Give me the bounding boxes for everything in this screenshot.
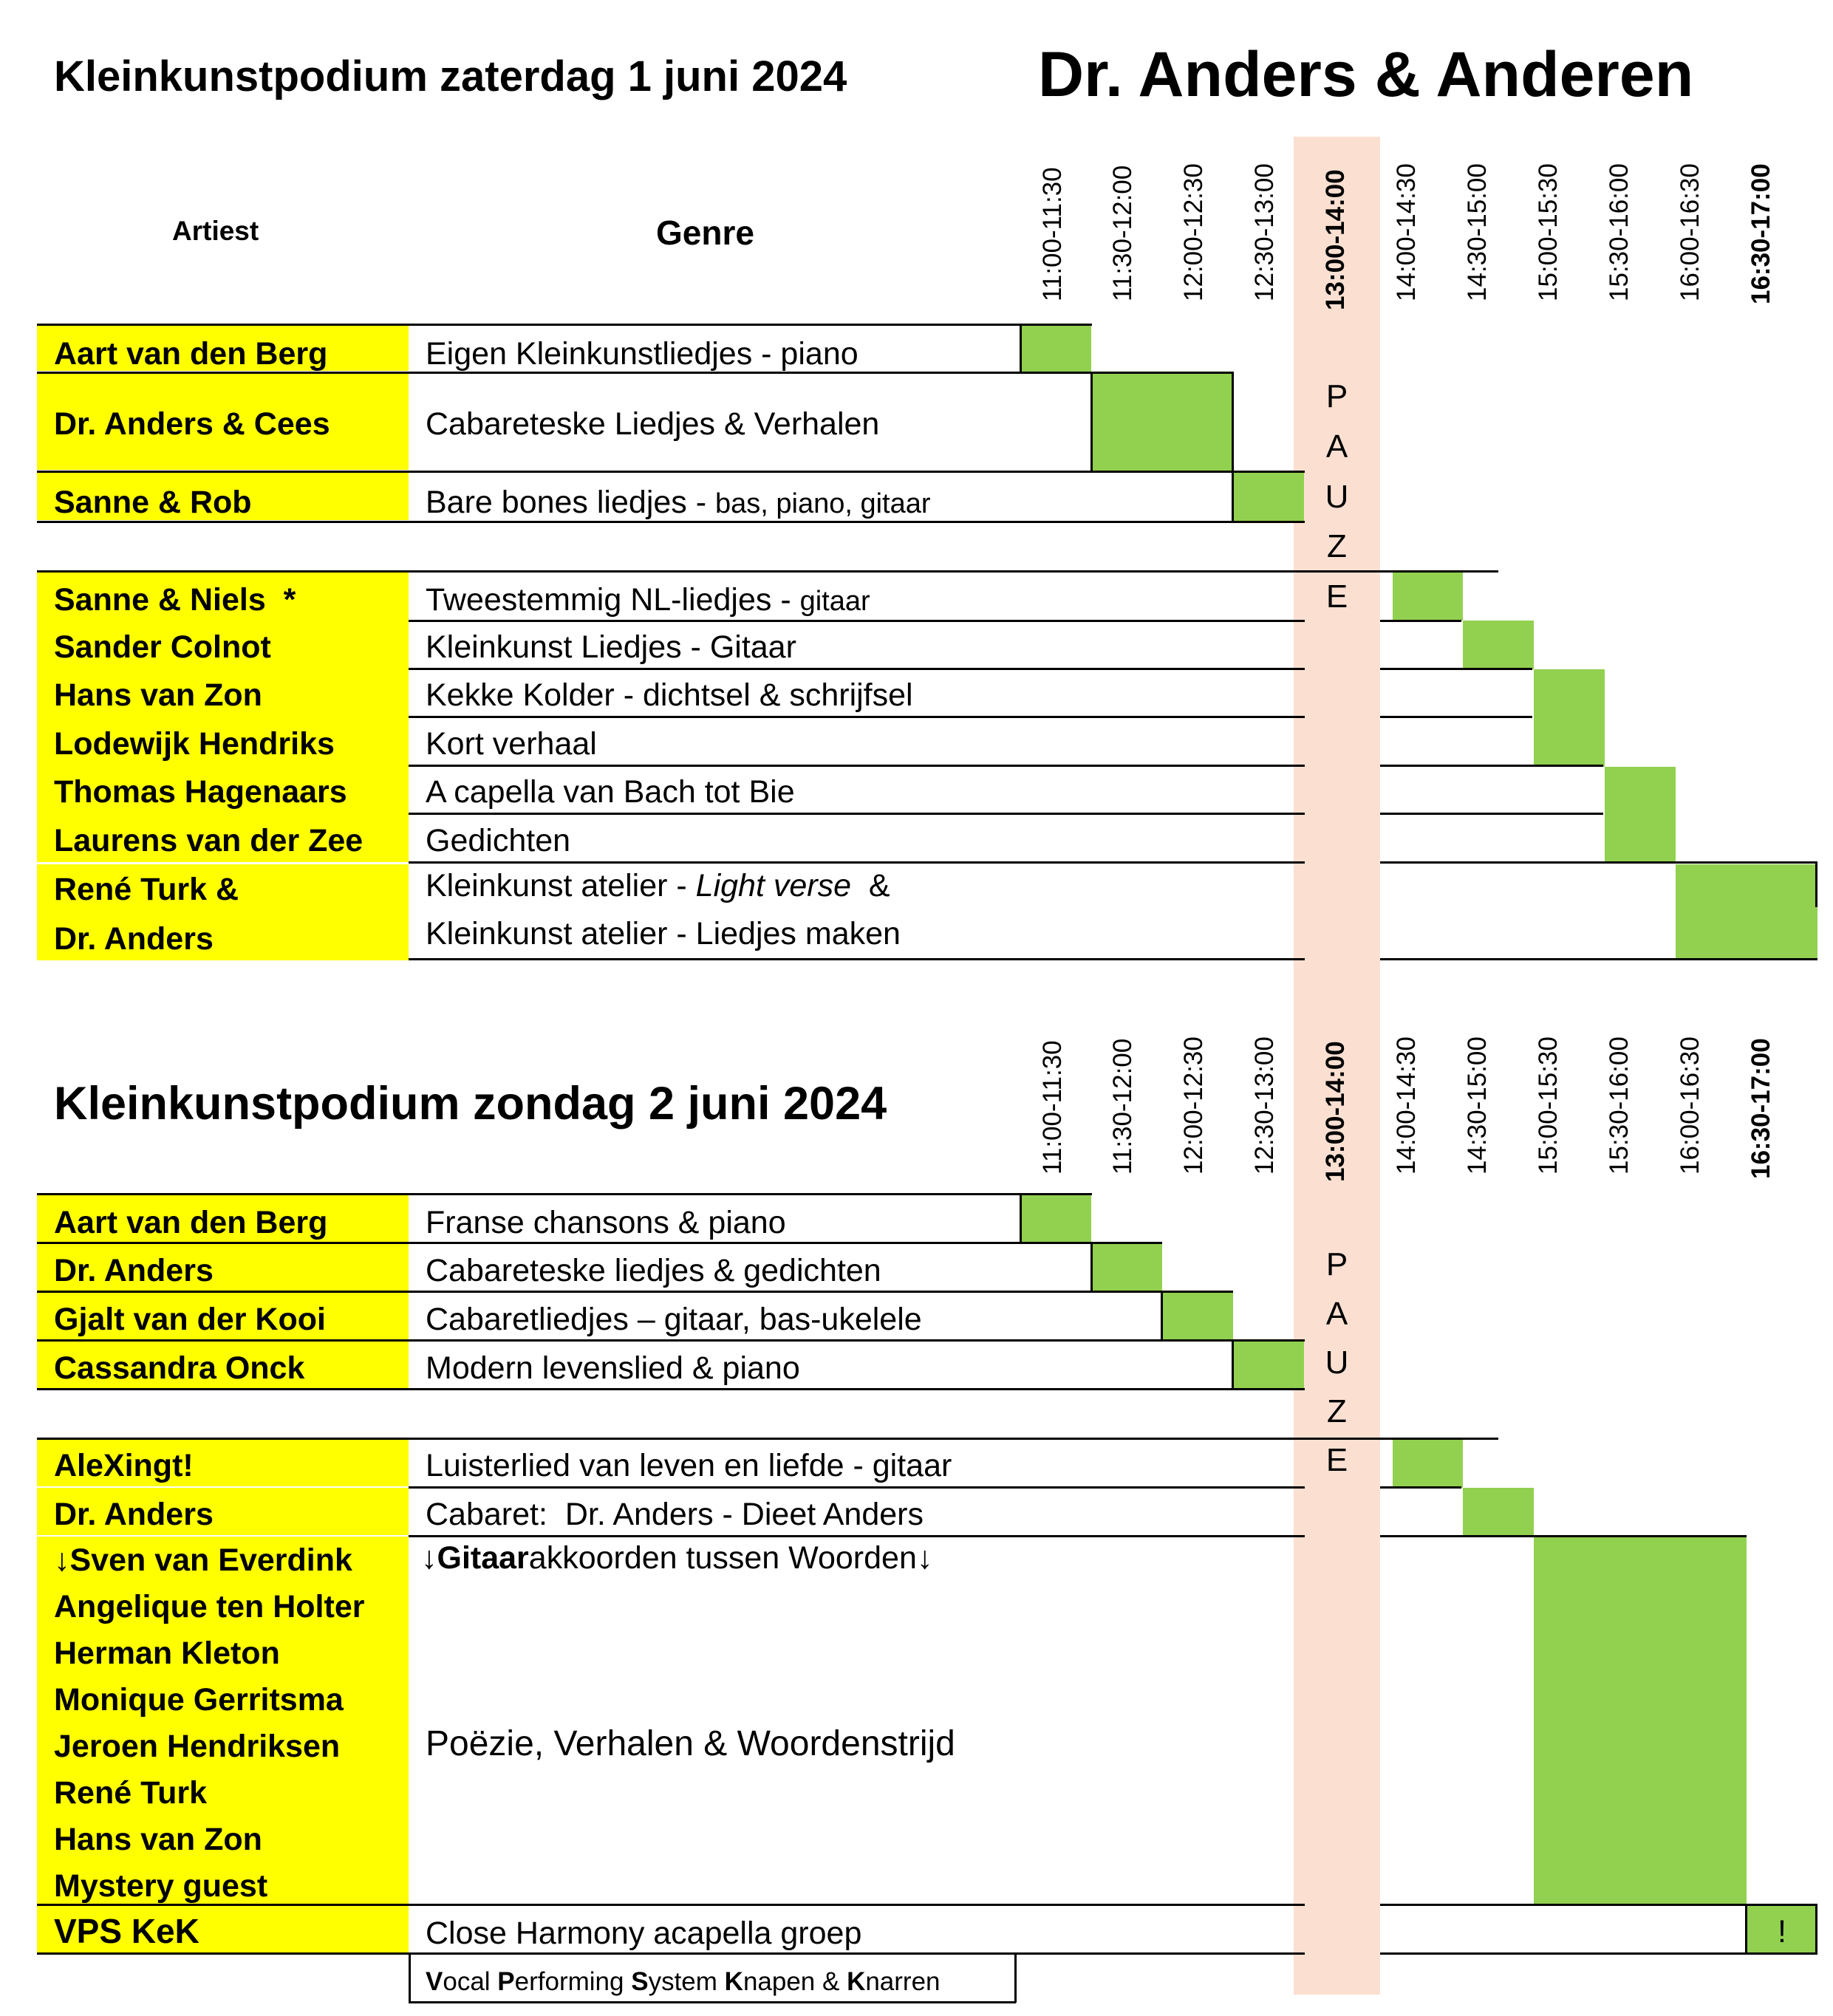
artist-name: Dr. Anders [54, 1253, 214, 1288]
title-saturday: Kleinkunstpodium zaterdag 1 juni 2024 [54, 52, 847, 100]
grid-line [1380, 716, 1532, 718]
grid-line [1380, 861, 1817, 864]
genre-text: Cabaret: Dr. Anders - Dieet Anders [426, 1497, 924, 1532]
grid-line [1380, 1486, 1461, 1489]
time-slot-label: 11:30-12:00 [1108, 165, 1137, 301]
pause-letter: E [1325, 578, 1348, 615]
arrow-down-icon: ↓ [421, 1540, 437, 1576]
genre-text: A capella van Bach tot Bie [426, 774, 795, 810]
genre-text: Cabareteske Liedjes & Verhalen [426, 406, 880, 442]
time-slot-label: 13:00-14:00 [1321, 1041, 1350, 1182]
grid-line [1380, 813, 1603, 815]
genre-text [426, 487, 931, 519]
genre-main: Kleinkunst atelier - [426, 868, 696, 903]
slot-block [1676, 864, 1817, 960]
grid-line [409, 1486, 1305, 1489]
artist-name: Laurens van der Zee [54, 823, 363, 858]
genre-text: Franse chansons & piano [426, 1205, 786, 1240]
column-header-genre: Genre [656, 213, 754, 252]
artist-name: Dr. Anders & Cees [54, 406, 330, 442]
grid-line [37, 1388, 1305, 1390]
grid-line [1014, 1952, 1017, 2003]
artist-name: Aart van den Berg [54, 336, 328, 372]
grid-line [1380, 668, 1532, 670]
time-slot-label: 14:30-15:00 [1463, 163, 1492, 301]
artist-name: AleXingt! [54, 1448, 194, 1483]
vps-word: erforming [514, 1967, 632, 1996]
time-slot-label: 14:00-14:30 [1392, 1036, 1421, 1175]
artist-name: Sanne & Rob [54, 485, 252, 520]
grid-line [37, 570, 1498, 573]
grid-line [1020, 1193, 1022, 1243]
slot-block [1534, 1537, 1747, 1905]
pause-letter: A [1325, 1296, 1348, 1332]
genre-main: akkoorden tussen Woorden↓ [528, 1540, 933, 1576]
grid-line [1380, 1904, 1817, 1906]
artist-name: René Turk & [54, 872, 239, 907]
pause-letter: U [1325, 1344, 1349, 1381]
grid-line [409, 620, 1305, 622]
time-slot-label: 11:30-12:00 [1108, 1038, 1137, 1175]
pause-letter: Z [1327, 528, 1347, 564]
grid-line [409, 813, 1305, 815]
genre-text [421, 1542, 932, 1574]
grid-line [409, 716, 1305, 718]
brand-title: Dr. Anders & Anderen [1038, 39, 1694, 110]
slot-block [1463, 1488, 1534, 1537]
grid-line [409, 1952, 411, 2003]
genre-text: Close Harmony acapella groep [426, 1916, 862, 1951]
grid-line [37, 1193, 1092, 1195]
title-sunday: Kleinkunstpodium zondag 2 juni 2024 [54, 1078, 887, 1130]
time-slot-label: 16:30-17:00 [1747, 1038, 1775, 1179]
artist-name: Cassandra Onck [54, 1350, 305, 1386]
slot-block [1091, 1244, 1162, 1291]
pause-letter: P [1325, 1246, 1348, 1282]
grid-line [37, 1438, 1498, 1440]
slot-block [1534, 669, 1605, 767]
genre-text: Gedichten [426, 823, 571, 858]
exclamation-mark: ! [1778, 1914, 1786, 1950]
artist-name: Gjalt van der Kooi [54, 1302, 326, 1337]
vps-word: narren [865, 1967, 941, 1996]
grid-line [1380, 620, 1461, 622]
pause-letter: U [1325, 479, 1349, 515]
artist-name: Angelique ten Holter [54, 1589, 365, 1624]
time-slot-label: 16:00-16:30 [1676, 1036, 1704, 1175]
pause-letter: A [1325, 428, 1348, 465]
artist-name: Herman Kleton [54, 1636, 280, 1671]
vps-letter: K [724, 1967, 743, 1996]
genre-instruments: gitaar [799, 586, 870, 617]
genre-text: Cabaretliedjes – gitaar, bas-ukelele [426, 1302, 922, 1337]
genre-text: Poëzie, Verhalen & Woordenstrijd [426, 1724, 955, 1763]
grid-line [37, 471, 1305, 473]
grid-line [37, 372, 1232, 374]
artist-name: Hans van Zon [54, 677, 262, 713]
grid-line [1815, 861, 1817, 907]
genre-text: Eigen Kleinkunstliedjes - piano [426, 336, 859, 372]
grid-line [1232, 1339, 1234, 1390]
genre-main: Bare bones liedjes - [426, 485, 715, 520]
slot-block [1605, 767, 1676, 862]
artist-name: Aart van den Berg [54, 1205, 328, 1240]
grid-line [1090, 372, 1093, 472]
vps-word: ystem [648, 1967, 725, 1996]
vps-word: napen & [743, 1967, 847, 1996]
artist-name: Monique Gerritsma [54, 1682, 344, 1718]
grid-line [37, 521, 1305, 523]
time-slot-label: 16:00-16:30 [1676, 163, 1704, 301]
genre-text [426, 870, 890, 902]
grid-line [37, 1904, 1305, 1906]
grid-line [1232, 372, 1234, 522]
time-slot-label: 15:30-16:00 [1605, 1036, 1634, 1175]
grid-line [37, 1339, 1305, 1342]
genre-text: Kleinkunst atelier - Liedjes maken [426, 916, 901, 951]
genre-text: Cabareteske liedjes & gedichten [426, 1253, 881, 1288]
time-slot-label: 12:30-13:00 [1250, 163, 1279, 301]
artist-name: Dr. Anders [54, 921, 214, 957]
grid-line [1380, 1535, 1747, 1537]
grid-line [37, 1291, 1233, 1293]
grid-line [1380, 1952, 1817, 1955]
grid-line [1380, 958, 1817, 960]
slot-block [1162, 1293, 1233, 1340]
time-slot-label: 11:00-11:30 [1038, 1040, 1067, 1175]
column-header-artist: Artiest [172, 216, 259, 246]
artist-name: ↓Sven van Everdink [54, 1542, 352, 1578]
vps-letter: V [426, 1967, 443, 1996]
genre-text: Modern levenslied & piano [426, 1350, 800, 1386]
artist-name: Hans van Zon [54, 1822, 262, 1857]
time-slot-label: 12:00-12:30 [1179, 1036, 1208, 1175]
vps-letter: S [631, 1967, 649, 1996]
genre-tail: & [851, 868, 890, 903]
slot-block [1091, 373, 1233, 472]
artist-name: VPS KeK [54, 1912, 199, 1950]
grid-line [1161, 1291, 1163, 1341]
artist-name: Mystery guest [54, 1868, 268, 1904]
slot-block [1393, 572, 1463, 621]
genre-text [426, 584, 870, 616]
grid-line [37, 324, 1092, 326]
time-slot-label: 15:00-15:30 [1534, 163, 1563, 301]
grid-line [409, 668, 1305, 670]
genre-text: Luisterlied van leven en liefde - gitaar [426, 1448, 952, 1483]
artist-name: Sanne & Niels * [54, 582, 296, 618]
grid-line [1090, 1242, 1093, 1292]
time-slot-label: 15:30-16:00 [1605, 163, 1634, 301]
artist-name: Dr. Anders [54, 1497, 214, 1532]
slot-block [1393, 1439, 1463, 1488]
pause-letter: P [1325, 378, 1348, 414]
genre-text: Kleinkunst Liedjes - Gitaar [426, 629, 796, 665]
grid-line [409, 2001, 1016, 2003]
artist-name: Jeroen Hendriksen [54, 1729, 341, 1764]
slot-block [1463, 621, 1534, 669]
artist-name: René Turk [54, 1775, 208, 1811]
grid-line [409, 1535, 1305, 1537]
time-slot-label: 12:30-13:00 [1250, 1036, 1279, 1175]
time-slot-label: 13:00-14:00 [1321, 169, 1350, 310]
time-slot-label: 11:00-11:30 [1038, 167, 1067, 301]
grid-line [37, 1242, 1162, 1244]
slot-block [1020, 1195, 1091, 1243]
genre-text: Kort verhaal [426, 726, 597, 762]
pause-letter: Z [1327, 1393, 1347, 1429]
grid-line [409, 765, 1305, 767]
artist-name: Sander Colnot [54, 629, 271, 665]
vps-letter: K [847, 1967, 866, 1996]
time-slot-label: 14:00-14:30 [1392, 163, 1421, 301]
time-slot-label: 15:00-15:30 [1534, 1036, 1563, 1175]
artist-name: Lodewijk Hendriks [54, 726, 335, 762]
grid-line [1020, 324, 1022, 374]
pause-letter: E [1325, 1442, 1348, 1478]
grid-line [409, 861, 1305, 864]
vps-expansion [426, 1967, 941, 1997]
genre-italic: Light verse [695, 868, 852, 903]
genre-bold: Gitaar [437, 1540, 529, 1576]
time-slot-label: 14:30-15:00 [1463, 1036, 1492, 1175]
time-slot-label: 12:00-12:30 [1179, 163, 1208, 301]
grid-line [37, 1952, 1305, 1955]
artist-name: Thomas Hagenaars [54, 774, 347, 810]
vps-word: ocal [443, 1967, 498, 1996]
slot-block [1020, 326, 1091, 372]
genre-instruments: bas, piano, gitaar [715, 488, 931, 519]
genre-main: Tweestemmig NL-liedjes - [426, 582, 800, 618]
vps-letter: P [497, 1967, 515, 1996]
time-slot-label: 16:30-17:00 [1747, 163, 1775, 304]
grid-line [409, 958, 1305, 960]
grid-line [1380, 765, 1603, 767]
genre-text: Kekke Kolder - dichtsel & schrijfsel [426, 677, 913, 713]
